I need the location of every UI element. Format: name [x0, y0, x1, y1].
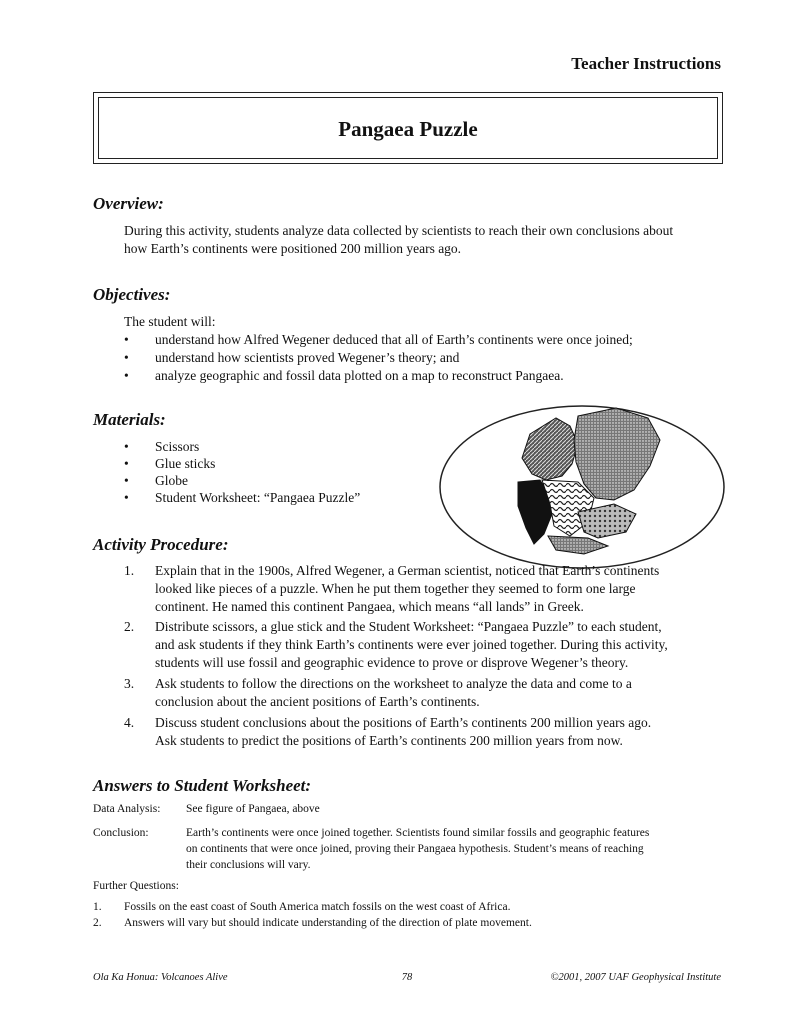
further-answer: Answers will vary but should indicate understanding of the direction of plate movement. — [124, 917, 532, 929]
step-line: Explain that in the 1900s, Alfred Wegener, a German scientist, noticed that Earth’s continents — [155, 563, 660, 578]
objective-text: understand how Alfred Wegener deduced that all of Earth’s continents were once joined; — [155, 332, 633, 347]
step-line: conclusion about the ancient positions of Earth’s continents. — [155, 694, 480, 709]
title-box — [93, 92, 723, 164]
conclusion-line: on continents that were once joined, proving their Pangaea hypothesis. Student’s means of reaching — [186, 843, 644, 855]
section-header: Teacher Instructions — [571, 54, 721, 73]
step-line: looked like pieces of a puzzle. When he put them together they seemed to form one large — [155, 581, 636, 596]
overview-text — [124, 222, 673, 258]
bullet-glyph: • — [124, 490, 129, 505]
bullet-glyph: • — [124, 473, 129, 488]
step-text — [155, 675, 725, 711]
further-answer: Fossils on the east coast of South America match fossils on the west coast of Africa. — [124, 901, 511, 913]
step-number: 3. — [124, 676, 135, 691]
pangaea-illustration — [438, 404, 726, 570]
material-text: Glue sticks — [155, 456, 216, 471]
answers-heading: Answers to Student Worksheet: — [93, 776, 312, 795]
procedure-heading: Activity Procedure: — [93, 535, 229, 554]
landmass-north-america — [522, 418, 578, 480]
objective-text: analyze geographic and fossil data plotted on a map to reconstruct Pangaea. — [155, 368, 564, 383]
step-text — [155, 618, 725, 672]
bullet-glyph: • — [124, 368, 129, 383]
step-text — [155, 714, 725, 750]
material-text: Globe — [155, 473, 188, 488]
step-line: continent. He named this continent Pangaea, which means “all lands” in Greek. — [155, 599, 584, 614]
material-text: Scissors — [155, 439, 200, 454]
landmass-antarctica — [548, 536, 608, 554]
objectives-heading: Objectives: — [93, 285, 171, 304]
overview-heading: Overview: — [93, 194, 164, 213]
materials-heading: Materials: — [93, 410, 166, 429]
objective-text: understand how scientists proved Wegener’s theory; and — [155, 350, 460, 365]
bullet-glyph: • — [124, 456, 129, 471]
step-line: and ask students if they think Earth’s continents were ever joined together. During this activity, — [155, 637, 668, 652]
step-line: Ask students to predict the positions of Earth’s continents 200 million years from now. — [155, 733, 623, 748]
footer-page-number: 78 — [401, 972, 413, 983]
data-analysis-label: Data Analysis: — [93, 803, 161, 815]
footer-copyright: ©2001, 2007 UAF Geophysical Institute — [550, 972, 721, 983]
conclusion-line: Earth’s continents were once joined together. Scientists found similar fossils and geographic features — [186, 827, 650, 839]
overview-line: how Earth’s continents were positioned 200 million years ago. — [124, 241, 462, 256]
bullet-glyph: • — [124, 350, 129, 365]
data-analysis-text: See figure of Pangaea, above — [186, 803, 320, 815]
bullet-glyph: • — [124, 439, 129, 454]
landmass-eurasia — [574, 408, 660, 500]
step-line: Ask students to follow the directions on the worksheet to analyze the data and come to a — [155, 676, 632, 691]
bullet-glyph: • — [124, 332, 129, 347]
objectives-intro: The student will: — [124, 314, 216, 329]
conclusion-text — [186, 825, 721, 873]
conclusion-line: their conclusions will vary. — [186, 859, 311, 871]
further-number: 2. — [93, 917, 102, 929]
step-number: 1. — [124, 563, 135, 578]
step-number: 4. — [124, 715, 135, 730]
step-text — [155, 562, 725, 616]
further-number: 1. — [93, 901, 102, 913]
footer-publication: Ola Ka Honua: Volcanoes Alive — [93, 972, 228, 983]
step-line: Distribute scissors, a glue stick and the Student Worksheet: “Pangaea Puzzle” to each student, — [155, 619, 662, 634]
step-number: 2. — [124, 619, 135, 634]
step-line: students will use fossil and geographic evidence to prove or disprove Wegener’s theory. — [155, 655, 629, 670]
overview-line: During this activity, students analyze data collected by scientists to reach their own conclusions about — [124, 223, 674, 238]
step-line: Discuss student conclusions about the positions of Earth’s continents 200 million years ago. — [155, 715, 652, 730]
further-questions-label: Further Questions: — [93, 880, 179, 892]
material-text: Student Worksheet: “Pangaea Puzzle” — [155, 490, 361, 505]
conclusion-label: Conclusion: — [93, 827, 149, 839]
page-title: Pangaea Puzzle — [338, 117, 478, 141]
